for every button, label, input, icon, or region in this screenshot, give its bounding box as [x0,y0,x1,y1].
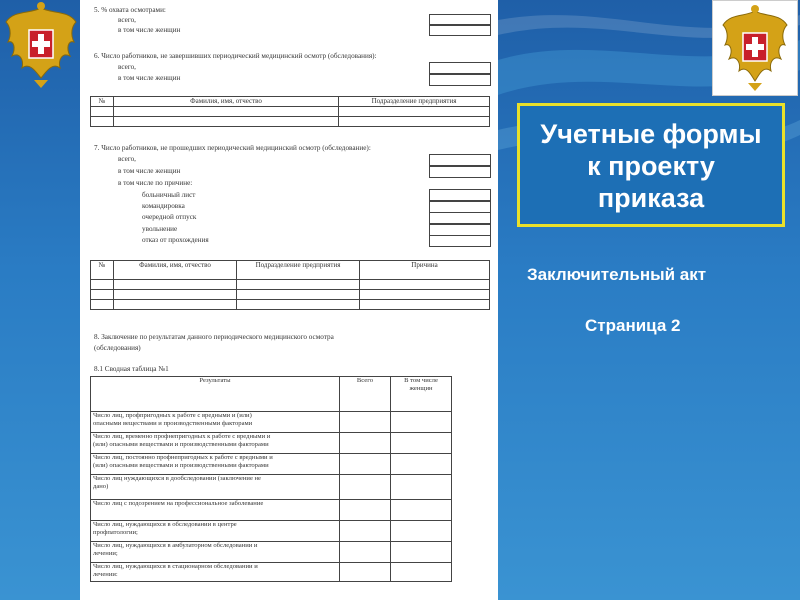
table-cell[interactable] [360,280,490,290]
document-page [80,0,498,600]
table-cell[interactable] [237,290,360,300]
summary-row-line: дано) [93,482,109,490]
table-cell[interactable] [91,106,114,116]
table-cell[interactable] [114,106,339,116]
table-cell[interactable] [340,521,391,542]
summary-table [90,376,452,582]
summary-row-line: Число лиц нуждающихся в дообследовании (заключение не [93,475,261,482]
s7-heading: 7. Число работников, не прошедших периодический медицинский осмотр (обследование): [94,144,371,152]
s7-reason-dismissal: увольнение [142,225,178,233]
table-cell[interactable] [237,280,360,290]
table-row [91,521,452,542]
summary-row-line: Число лиц, нуждающихся в обследовании в центре [93,521,237,528]
s6-all: всего, [118,63,136,71]
coat-of-arms-right-icon [713,1,797,95]
table-2-header-num: № [91,261,114,280]
table-cell[interactable] [340,563,391,582]
s6-heading: 6. Число работников, не завершивших периодический медицинский осмотр (обследования): [94,52,377,60]
table-row [91,116,490,126]
table-cell[interactable] [340,454,391,475]
summary-row-label [91,475,340,500]
summary-row-label [91,433,340,454]
table-cell[interactable] [91,116,114,126]
s7-reason-refusal: отказ от прохождения [142,236,209,244]
table-row [91,475,452,500]
summary-header-total: Всего [340,377,391,412]
table-cell[interactable] [391,454,452,475]
s7-all-field[interactable] [429,154,491,166]
table-cell[interactable] [391,563,452,582]
summary-row-line: лечении; [93,549,118,557]
s7-by-reason: в том числе по причине: [118,179,193,187]
s5-heading: 5. % охвата осмотрами: [94,6,166,14]
table-1-header-name: Фамилия, имя, отчество [114,97,339,107]
table-row [91,542,452,563]
page-label: Страница 2 [585,316,681,335]
table-2-header-dept: Подразделение предприятия [237,261,360,280]
table-cell[interactable] [391,500,452,521]
s7-all: всего, [118,155,136,163]
table-2-header [91,261,490,280]
s6-women: в том числе женщин [118,74,181,82]
summary-header-women: В том числе женщин [391,377,452,412]
summary-row-line: Число лиц, нуждающихся в стационарном обследовании и [93,563,258,570]
summary-row-label [91,542,340,563]
s7-reason-trip: командировка [142,202,185,210]
s5-women: в том числе женщин [118,26,181,34]
summary-row-line: лечении: [93,570,118,578]
s7-sick-field[interactable] [429,189,491,201]
summary-row-line: Число лиц, нуждающихся в амбулаторном обследовании и [93,542,258,549]
summary-row-line: Число лиц, временно профнепригодных к работе с вредными и [93,433,271,440]
table-cell[interactable] [237,300,360,310]
table-cell[interactable] [340,433,391,454]
table-cell[interactable] [360,290,490,300]
s7-reason-sick: больничный лист [142,191,196,199]
summary-row-line: опасными веществами и производственными факторами [93,419,253,427]
summary-row-line: Число лиц, профпригодных к работе с вредными и (или) [93,412,252,419]
summary-row-label [91,454,340,475]
table-cell[interactable] [114,300,237,310]
title-line-1: Учетные формы [540,119,762,149]
table-row [91,500,452,521]
title-box [517,103,785,227]
summary-row-line: Число лиц, постоянно профнепригодных к работе с вредными и [93,454,273,461]
subtitle: Заключительный акт [527,265,707,284]
table-cell[interactable] [391,475,452,500]
table-cell[interactable] [391,412,452,433]
table-1 [90,96,490,127]
table-cell[interactable] [339,116,490,126]
table-cell[interactable] [360,300,490,310]
table-cell[interactable] [391,433,452,454]
title-line-2: к проекту [587,151,715,181]
s5-all: всего, [118,16,136,24]
table-row [91,412,452,433]
summary-row-label [91,500,340,521]
table-row [91,280,490,290]
table-cell[interactable] [340,542,391,563]
table-cell[interactable] [91,300,114,310]
s7-vacation-field[interactable] [429,212,491,224]
summary-row-label [91,563,340,582]
summary-row-line: (или) опасными веществами и производственными факторами [93,440,269,448]
s8-heading-cont: (обследования) [94,344,141,352]
summary-row-line: (или) опасными веществами и производственными факторами [93,461,269,469]
table-2-header-reason: Причина [360,261,490,280]
table-cell[interactable] [340,475,391,500]
s8-heading: 8. Заключение по результатам данного периодического медицинского осмотра [94,333,334,341]
s81-heading: 8.1 Сводная таблица №1 [94,365,169,373]
summary-row-line: профпатологии; [93,528,138,536]
table-cell[interactable] [91,280,114,290]
title-line-3: приказа [597,183,705,213]
table-2-header-name: Фамилия, имя, отчество [114,261,237,280]
table-1-header-num: № [91,97,114,107]
table-cell[interactable] [340,412,391,433]
s7-women: в том числе женщин [118,167,181,175]
s7-women-field[interactable] [429,166,491,178]
summary-header [91,377,452,412]
table-cell[interactable] [91,290,114,300]
table-1-header [91,97,490,107]
s7-refusal-field[interactable] [429,235,491,247]
summary-row-label [91,521,340,542]
table-cell[interactable] [340,500,391,521]
table-row [91,433,452,454]
s5-women-field[interactable] [429,25,491,36]
summary-row-line: Число лиц с подозрением на профессиональное заболевание [93,500,264,507]
s6-women-field[interactable] [429,74,491,86]
table-row [91,563,452,582]
table-row [91,106,490,116]
coat-of-arms-left-icon [0,0,82,92]
table-cell[interactable] [391,521,452,542]
table-row [91,290,490,300]
coat-of-arms-right-logo [712,0,798,96]
table-cell[interactable] [114,280,237,290]
s5-all-field[interactable] [429,14,491,25]
table-row [91,300,490,310]
table-2 [90,260,490,310]
s6-all-field[interactable] [429,62,491,74]
table-cell[interactable] [339,106,490,116]
summary-header-results: Результаты [91,377,340,412]
table-1-header-dept: Подразделение предприятия [339,97,490,107]
table-cell[interactable] [114,290,237,300]
table-cell[interactable] [114,116,339,126]
summary-row-label [91,412,340,433]
s7-reason-vacation: очередной отпуск [142,213,197,221]
table-row [91,454,452,475]
table-cell[interactable] [391,542,452,563]
